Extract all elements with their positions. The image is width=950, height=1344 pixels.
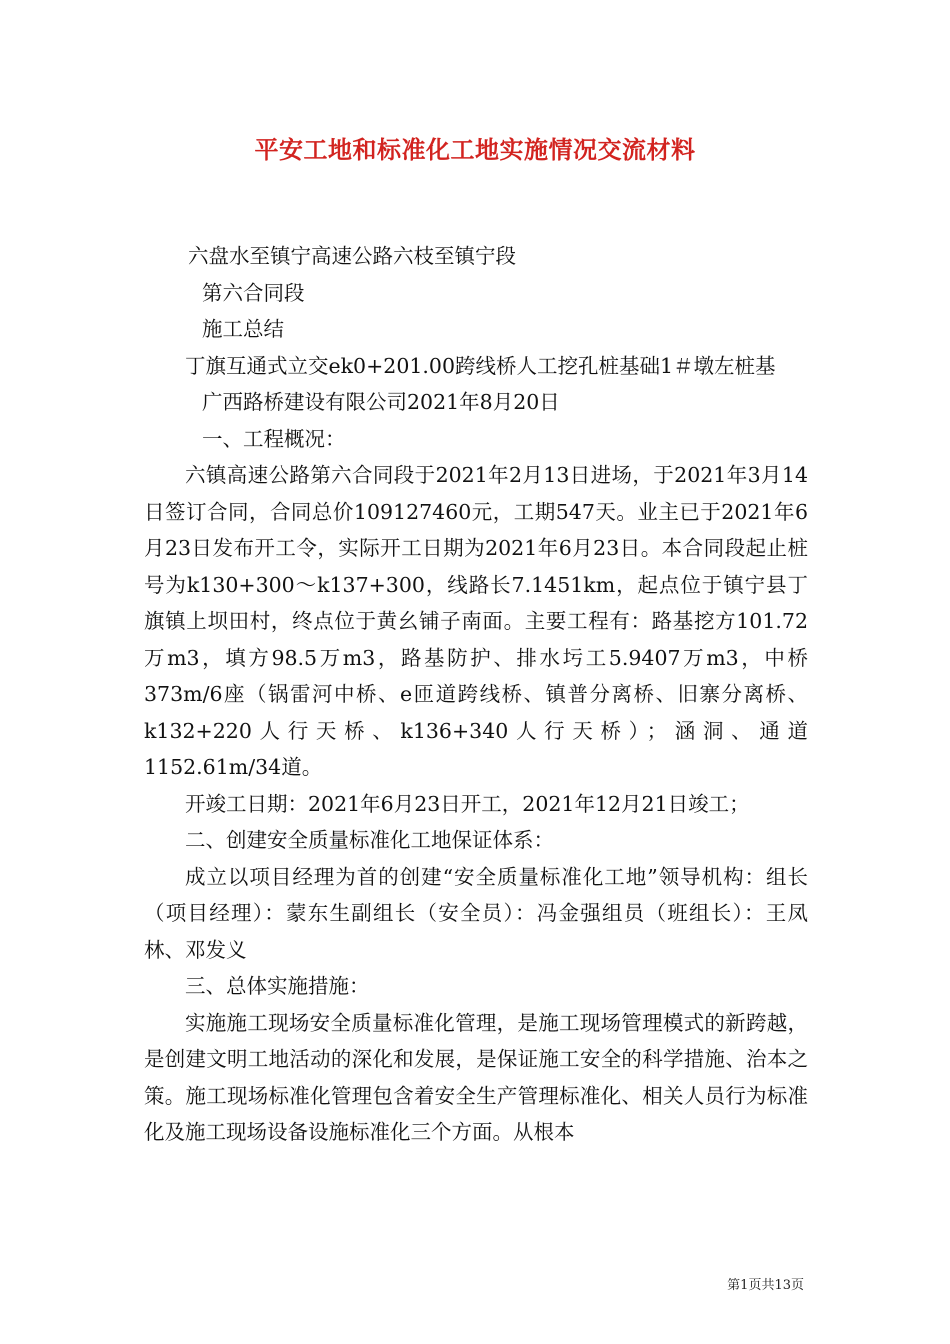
heading-overall-measures: 三、总体实施措施： — [185, 974, 370, 998]
paragraph-summary-heading: 施工总结 — [202, 317, 284, 341]
page-number: 第1页共13页 — [727, 1278, 804, 1293]
paragraph-bridge: 丁旗互通式立交ek0+201.00跨线桥人工挖孔桩基础1＃墩左桩基 — [185, 353, 776, 378]
paragraph-section: 第六合同段 — [202, 280, 305, 305]
paragraph-route: 六盘水至镇宁高速公路六枝至镇宁段 — [188, 244, 516, 268]
paragraph-company-date: 广西路桥建设有限公司2021年8月20日 — [202, 390, 560, 414]
paragraph-leadership: 成立以项目经理为首的创建“安全质量标准化工地”领导机构：组长（项目经理）：蒙东生副组长（安全员）：冯金强组员（班组长）：王凤林、邓发义 — [144, 864, 808, 962]
heading-project-overview: 一、工程概况： — [202, 426, 346, 451]
paragraph-measures: 实施施工现场安全质量标准化管理，是施工现场管理模式的新跨越，是创建文明工地活动的深化和发展，是保证施工安全的科学措施、治本之策。施工现场标准化管理包含着安全生产管理标准化、相关人员行为标准化及施工现场设备设施标准化三个方面。从根本 — [144, 1010, 808, 1144]
document-title: 平安工地和标准化工地实施情况交流材料 — [254, 135, 696, 164]
heading-guarantee-system: 二、创建安全质量标准化工地保证体系： — [185, 828, 554, 852]
paragraph-project-overview: 六镇高速公路第六合同段于2021年2月13日进场，于2021年3月14日签订合同，合同总价109127460元，工期547天。业主已于2021年6月23日发布开工令，实际开工日期为2021年6月23日。本合同段起止桩号为k130+300～k137+300，线路长7.1451km，起点位于镇宁县丁旗镇上坝田村，终点位于黄幺铺子南面。主要工程有：路基挖方101.72万m3，填方98.5万m3，路基防护、排水圬工5.9407万m3，中桥373m/6座（锅雷河中桥、e匝道跨线桥、镇普分离桥、旧寨分离桥、k132+220人行天桥、k136+340人行天桥）；涵洞、通道1152.61m/34道。 — [144, 463, 808, 779]
document-body — [144, 238, 808, 1151]
paragraph-schedule: 开竣工日期：2021年6月23日开工，2021年12月21日竣工； — [185, 791, 750, 816]
